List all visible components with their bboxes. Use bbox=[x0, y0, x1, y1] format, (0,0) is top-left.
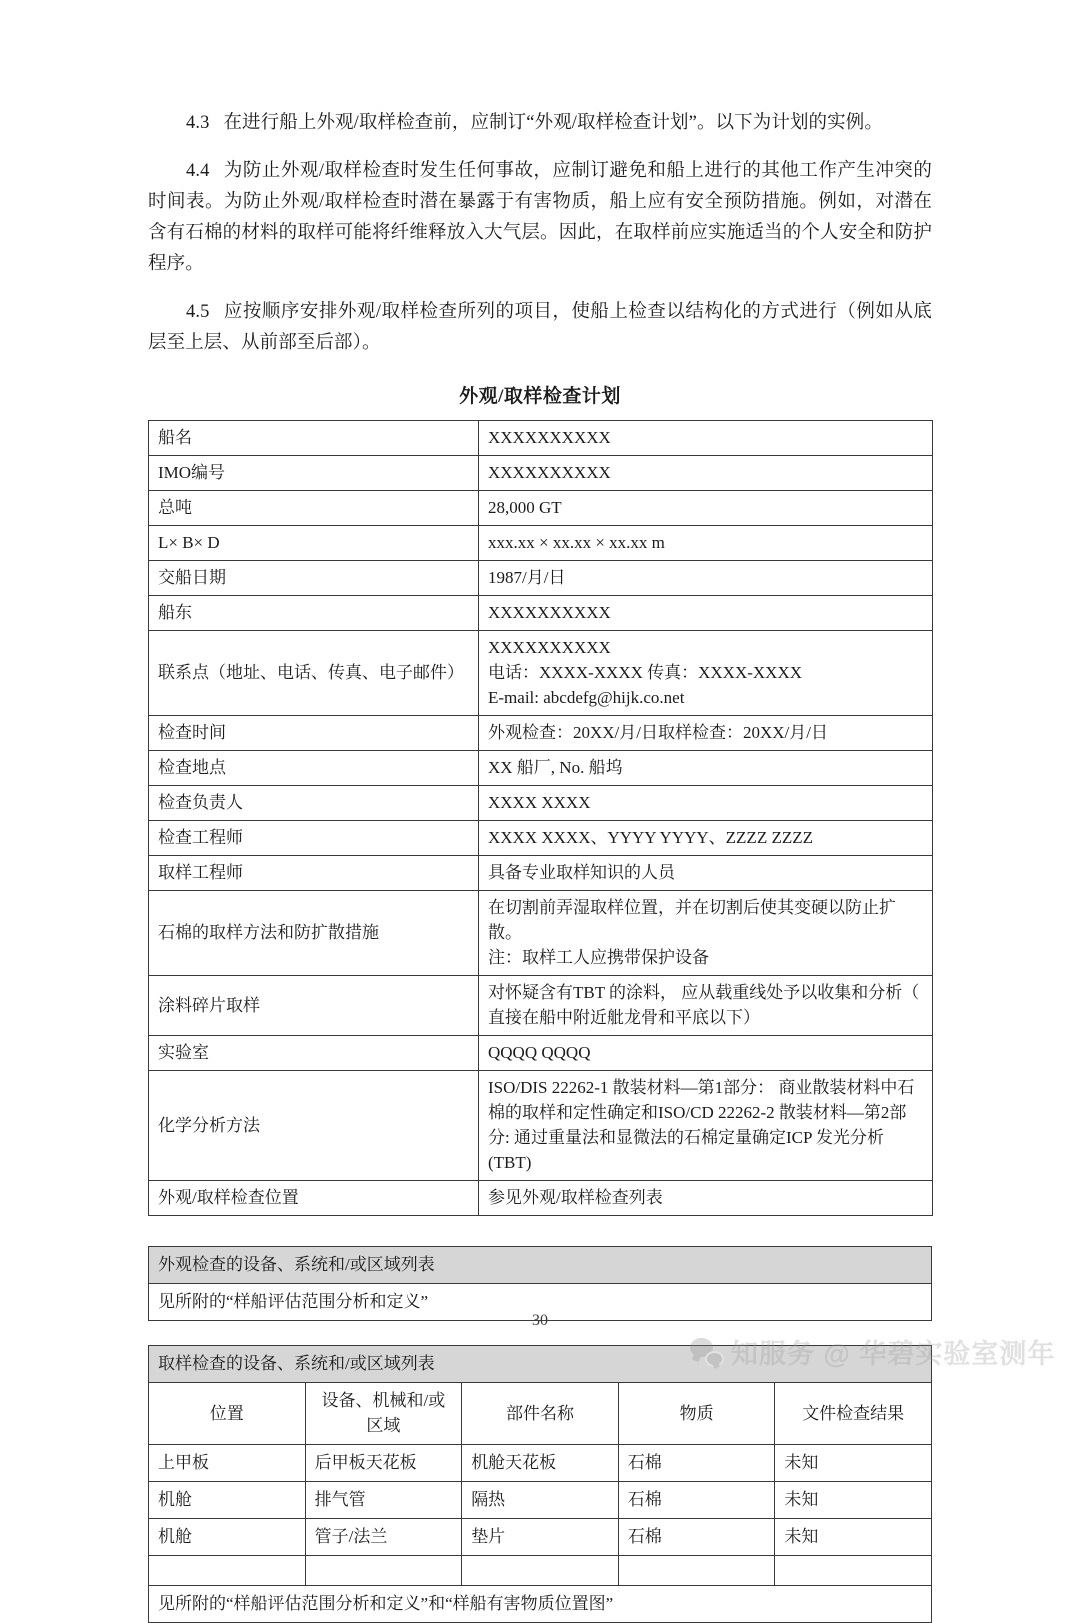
cell-part-name: 垫片 bbox=[462, 1519, 619, 1556]
row-value: xxx.xx × xx.xx × xx.xx m bbox=[479, 526, 933, 561]
row-value: 参见外观/取样检查列表 bbox=[479, 1181, 933, 1216]
cell-equipment: 后甲板天花板 bbox=[305, 1445, 462, 1482]
row-value: XX 船厂, No. 船坞 bbox=[479, 751, 933, 786]
table-row bbox=[149, 421, 933, 456]
column-header-location: 位置 bbox=[149, 1383, 306, 1445]
cell-location: 上甲板 bbox=[149, 1445, 306, 1482]
contact-line-2: 电话：XXXX-XXXX 传真：XXXX-XXXX bbox=[488, 663, 803, 682]
table-row bbox=[149, 751, 933, 786]
cell-doc-result: 未知 bbox=[775, 1445, 932, 1482]
table-row bbox=[149, 456, 933, 491]
cell-substance: 石棉 bbox=[618, 1445, 775, 1482]
sampling-list-header: 取样检查的设备、系统和/或区域列表 bbox=[149, 1346, 932, 1383]
column-header-doc-result: 文件检查结果 bbox=[775, 1383, 932, 1445]
paragraph-text: 在进行船上外观/取样检查前，应制订“外观/取样检查计划”。以下为计划的实例。 bbox=[223, 113, 883, 133]
row-value: QQQQ QQQQ bbox=[479, 1036, 933, 1071]
table-column-header-row bbox=[149, 1383, 932, 1445]
row-label: 涂料碎片取样 bbox=[149, 976, 479, 1036]
row-label: 化学分析方法 bbox=[149, 1071, 479, 1181]
row-value: XXXXXXXXXX bbox=[479, 596, 933, 631]
paragraph-4-5 bbox=[148, 297, 932, 359]
cell-part-name: 机舱天花板 bbox=[462, 1445, 619, 1482]
plan-table-title: 外观/取样检查计划 bbox=[459, 386, 621, 407]
row-value bbox=[479, 631, 933, 716]
contact-line-3: E-mail: abcdefg@hijk.co.net bbox=[488, 688, 685, 707]
row-label: 检查地点 bbox=[149, 751, 479, 786]
row-value: ISO/DIS 22262-1 散装材料—第1部分： 商业散装材料中石棉的取样和定性确定和ISO/CD 22262-2 散装材料—第2部分: 通过重量法和显微法的石棉定量确定ICP 发光分析 (TBT) bbox=[479, 1071, 933, 1181]
table-row bbox=[149, 526, 933, 561]
table-footer-row bbox=[149, 1586, 932, 1623]
row-label: 实验室 bbox=[149, 1036, 479, 1071]
row-value: XXXX XXXX、YYYY YYYY、ZZZZ ZZZZ bbox=[479, 821, 933, 856]
sampling-list-note: 见所附的“样船评估范围分析和定义”和“样船有害物质位置图” bbox=[149, 1586, 932, 1623]
visual-list-note: 见所附的“样船评估范围分析和定义” bbox=[149, 1284, 932, 1321]
table-row bbox=[149, 976, 933, 1036]
paragraph-number: 4.3 bbox=[186, 113, 210, 133]
table-row-asbestos-method bbox=[149, 891, 933, 976]
table-row bbox=[149, 561, 933, 596]
paragraph-4-4 bbox=[148, 156, 932, 280]
table-row bbox=[149, 1519, 932, 1556]
cell-substance: 石棉 bbox=[618, 1482, 775, 1519]
wechat-icon bbox=[690, 1337, 724, 1367]
table-row bbox=[149, 1071, 933, 1181]
row-label: L× B× D bbox=[149, 526, 479, 561]
row-value: XXXX XXXX bbox=[479, 786, 933, 821]
table-row-contact bbox=[149, 631, 933, 716]
column-header-part-name: 部件名称 bbox=[462, 1383, 619, 1445]
spacer bbox=[148, 1216, 932, 1246]
paragraph-text: 应按顺序安排外观/取样检查所列的项目，使船上检查以结构化的方式进行（例如从底层至上层、从前部至后部）。 bbox=[148, 302, 932, 353]
table-row bbox=[149, 491, 933, 526]
cell-equipment: 排气管 bbox=[305, 1482, 462, 1519]
row-label: 取样工程师 bbox=[149, 856, 479, 891]
table-row bbox=[149, 1482, 932, 1519]
asbestos-method-line-1: 在切割前弄湿取样位置，并在切割后使其变硬以防止扩散。 bbox=[488, 898, 896, 942]
table-row bbox=[149, 786, 933, 821]
cell-equipment: 管子/法兰 bbox=[305, 1519, 462, 1556]
row-value: 具备专业取样知识的人员 bbox=[479, 856, 933, 891]
watermark bbox=[690, 1332, 1055, 1371]
row-value: XXXXXXXXXX bbox=[479, 456, 933, 491]
table-row bbox=[149, 856, 933, 891]
visual-list-header: 外观检查的设备、系统和/或区域列表 bbox=[149, 1247, 932, 1284]
watermark-text: 知服务 @ 华碧实验室测年 bbox=[731, 1339, 1056, 1369]
table-row-empty bbox=[149, 1556, 932, 1586]
column-header-equipment: 设备、机械和/或区域 bbox=[305, 1383, 462, 1445]
row-label: IMO编号 bbox=[149, 456, 479, 491]
cell-doc-result bbox=[775, 1556, 932, 1586]
table-header-row bbox=[149, 1247, 932, 1284]
page-content bbox=[148, 108, 932, 1623]
row-label: 交船日期 bbox=[149, 561, 479, 596]
table-row bbox=[149, 716, 933, 751]
row-value: 1987/月/日 bbox=[479, 561, 933, 596]
cell-substance bbox=[618, 1556, 775, 1586]
paragraph-number: 4.4 bbox=[186, 161, 210, 181]
paragraph-text: 为防止外观/取样检查时发生任何事故，应制订避免和船上进行的其他工作产生冲突的时间表。为防止外观/取样检查时潜在暴露于有害物质，船上应有安全预防措施。例如，对潜在含有石棉的材料的取样可能将纤维释放入大气层。因此，在取样前应实施适当的个人安全和防护程序。 bbox=[148, 161, 932, 274]
paragraph-number: 4.5 bbox=[186, 302, 210, 322]
sampling-inspection-list-table bbox=[148, 1345, 932, 1623]
cell-location bbox=[149, 1556, 306, 1586]
table-row bbox=[149, 1036, 933, 1071]
contact-line-1: XXXXXXXXXX bbox=[488, 638, 611, 657]
row-value: 28,000 GT bbox=[479, 491, 933, 526]
row-label: 石棉的取样方法和防扩散措施 bbox=[149, 891, 479, 976]
row-value: 外观检查：20XX/月/日取样检查：20XX/月/日 bbox=[479, 716, 933, 751]
cell-part-name: 隔热 bbox=[462, 1482, 619, 1519]
row-label: 检查时间 bbox=[149, 716, 479, 751]
visual-inspection-list-table bbox=[148, 1246, 932, 1321]
cell-location: 机舱 bbox=[149, 1519, 306, 1556]
row-label: 联系点（地址、电话、传真、电子邮件） bbox=[149, 631, 479, 716]
row-value bbox=[479, 891, 933, 976]
row-label: 总吨 bbox=[149, 491, 479, 526]
page-number: 30 bbox=[532, 1312, 548, 1329]
row-label: 检查负责人 bbox=[149, 786, 479, 821]
row-value: 对怀疑含有TBT 的涂料， 应从载重线处予以收集和分析（ 直接在船中附近舭龙骨和平底以下） bbox=[479, 976, 933, 1036]
cell-substance: 石棉 bbox=[618, 1519, 775, 1556]
cell-doc-result: 未知 bbox=[775, 1519, 932, 1556]
asbestos-method-line-2: 注：取样工人应携带保护设备 bbox=[488, 948, 709, 967]
row-label: 船东 bbox=[149, 596, 479, 631]
cell-equipment bbox=[305, 1556, 462, 1586]
column-header-substance: 物质 bbox=[618, 1383, 775, 1445]
row-label: 外观/取样检查位置 bbox=[149, 1181, 479, 1216]
cell-doc-result: 未知 bbox=[775, 1482, 932, 1519]
cell-part-name bbox=[462, 1556, 619, 1586]
row-value: XXXXXXXXXX bbox=[479, 421, 933, 456]
table-row bbox=[149, 596, 933, 631]
paragraph-4-3 bbox=[148, 108, 932, 139]
cell-location: 机舱 bbox=[149, 1482, 306, 1519]
table-row bbox=[149, 1181, 933, 1216]
row-label: 船名 bbox=[149, 421, 479, 456]
row-label: 检查工程师 bbox=[149, 821, 479, 856]
table-row bbox=[149, 1445, 932, 1482]
table-row bbox=[149, 821, 933, 856]
inspection-plan-table bbox=[148, 420, 933, 1216]
